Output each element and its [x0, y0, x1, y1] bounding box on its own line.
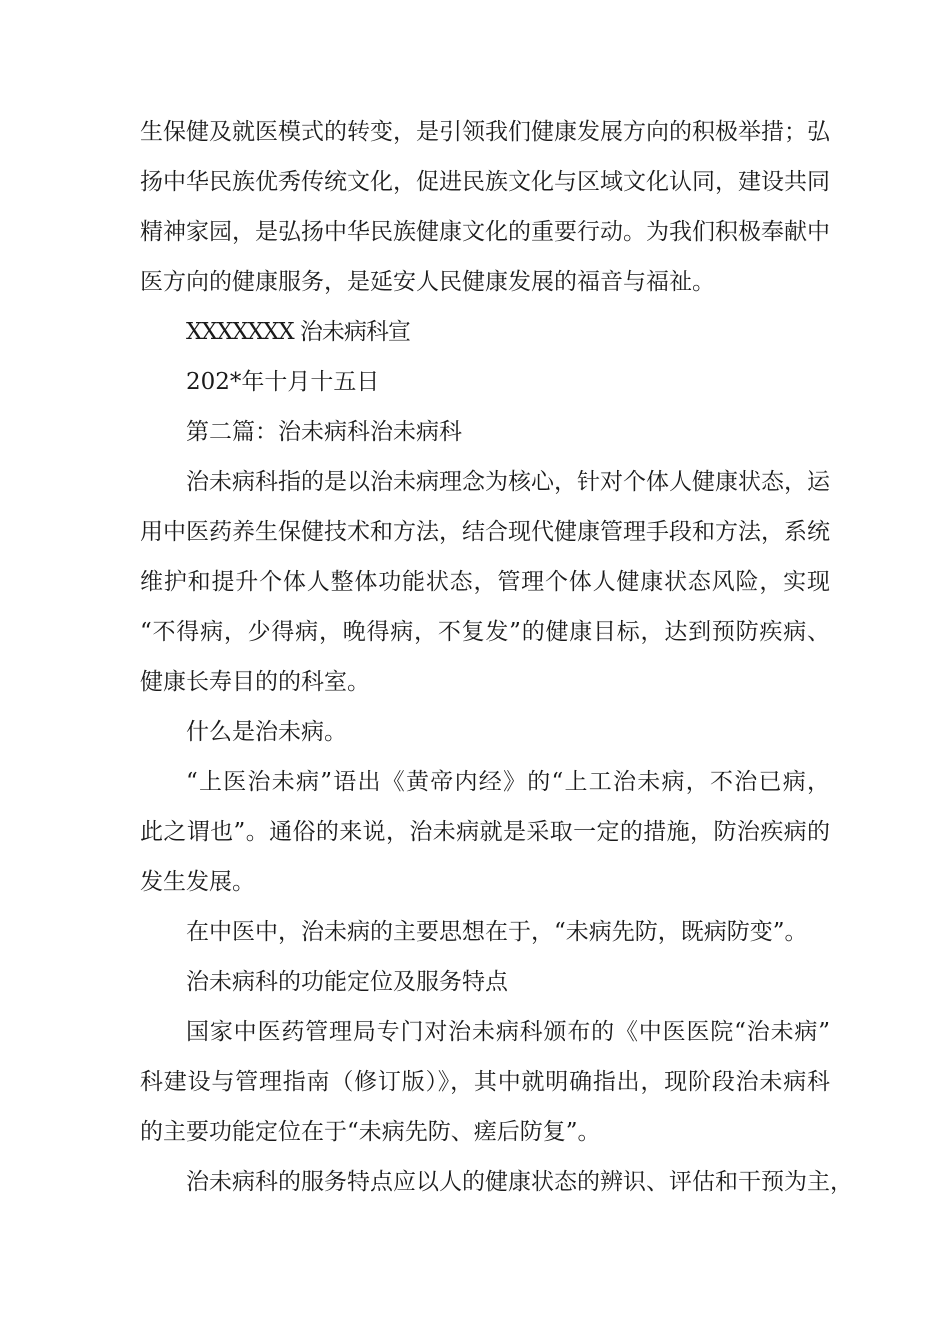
paragraph-line: 国家中医药管理局专门对治未病科颁布的《中医医院“治未病” — [186, 1019, 830, 1045]
paragraph-line: 治未病科的服务特点应以人的健康状态的辨识、评估和干预为主， — [186, 1169, 853, 1195]
paragraph-line: 科建设与管理指南（修订版）》，其中就明确指出，现阶段治未病科 — [140, 1069, 830, 1095]
paragraph-line: 的主要功能定位在于“未病先防、瘥后防复”。 — [140, 1119, 601, 1145]
paragraph-line: 扬中华民族优秀传统文化，促进民族文化与区域文化认同，建设共同 — [140, 169, 830, 195]
paragraph-line: “上医治未病”语出《黄帝内经》的“上工治未病，不治已病， — [186, 769, 830, 795]
subheading: 什么是治未病。 — [186, 719, 347, 745]
paragraph-line: 发生发展。 — [140, 869, 255, 895]
paragraph-line: “不得病，少得病，晚得病，不复发”的健康目标，达到预防疾病、 — [140, 619, 830, 645]
paragraph-line: 维护和提升个体人整体功能状态，管理个体人健康状态风险，实现 — [140, 569, 830, 595]
paragraph-line: 生保健及就医模式的转变，是引领我们健康发展方向的积极举措；弘 — [140, 119, 830, 145]
signature-department: XXXXXXX 治未病科宣 — [186, 319, 410, 345]
paragraph-line: 用中医药养生保健技术和方法，结合现代健康管理手段和方法，系统 — [140, 519, 830, 545]
paragraph-line: 在中医中，治未病的主要思想在于，“未病先防，既病防变”。 — [186, 919, 808, 945]
paragraph-line: 此之谓也”。通俗的来说，治未病就是采取一定的措施，防治疾病的 — [140, 819, 830, 845]
signature-date: 202*年十月十五日 — [186, 369, 380, 395]
paragraph-line: 治未病科指的是以治未病理念为核心，针对个体人健康状态，运 — [186, 469, 830, 495]
subheading: 治未病科的功能定位及服务特点 — [186, 969, 508, 995]
section-heading: 第二篇：治未病科治未病科 — [186, 419, 462, 445]
paragraph-line: 精神家园，是弘扬中华民族健康文化的重要行动。为我们积极奉献中 — [140, 219, 830, 245]
paragraph-line: 健康长寿目的的科室。 — [140, 669, 370, 695]
paragraph-line: 医方向的健康服务，是延安人民健康发展的福音与福祉。 — [140, 269, 715, 295]
